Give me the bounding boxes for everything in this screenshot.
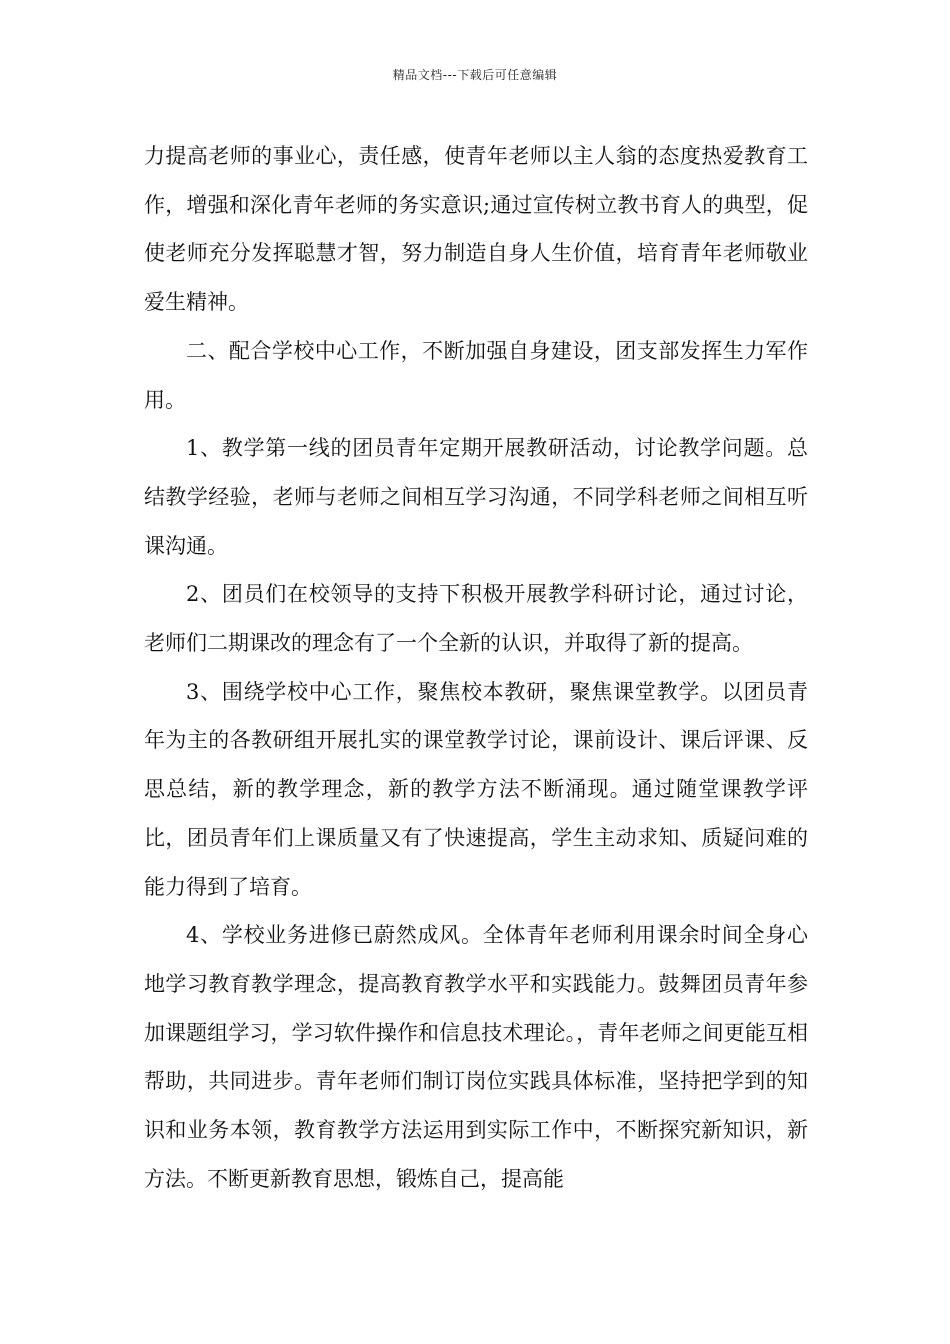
document-body — [144, 132, 808, 1203]
paragraph-item-4: 4、学校业务进修已蔚然成风。全体青年老师利用课余时间全身心地学习教育教学理念，提高教育教学水平和实践能力。鼓舞团员青年参加课题组学习，学习软件操作和信息技术理论。，青年老师之间更能互相帮助，共同进步。青年老师们制订岗位实践具体标准，坚持把学到的知识和业务本领，教育教学方法运用到实际工作中，不断探究新知识，新方法。不断更新教育思想，锻炼自己，提高能 — [144, 923, 808, 1191]
paragraph-item-2: 2、团员们在校领导的支持下积极开展教学科研讨论，通过讨论，老师们二期课改的理念有了一个全新的认识，并取得了新的提高。 — [144, 582, 808, 656]
paragraph-continuation: 力提高老师的事业心，责任感，使青年老师以主人翁的态度热爱教育工作，增强和深化青年老师的务实意识;通过宣传树立教书育人的典型，促使老师充分发挥聪慧才智，努力制造自身人生价值，培育青年老师敬业爱生精神。 — [144, 144, 808, 315]
paragraph-item-3: 3、围绕学校中心工作，聚焦校本教研，聚焦课堂教学。以团员青年为主的各教研组开展扎实的课堂教学讨论，课前设计、课后评课、反思总结，新的教学理念，新的教学方法不断涌现。通过随堂课教学评比，团员青年们上课质量又有了快速提高，学生主动求知、质疑问难的能力得到了培育。 — [144, 679, 808, 899]
paragraph-section-two: 二、配合学校中心工作，不断加强自身建设，团支部发挥生力军作用。 — [144, 338, 808, 412]
page-header: 精品文档---下载后可任意编辑 — [392, 68, 558, 82]
paragraph-item-1: 1、教学第一线的团员青年定期开展教研活动，讨论教学问题。总结教学经验，老师与老师之间相互学习沟通，不同学科老师之间相互听课沟通。 — [144, 436, 808, 558]
